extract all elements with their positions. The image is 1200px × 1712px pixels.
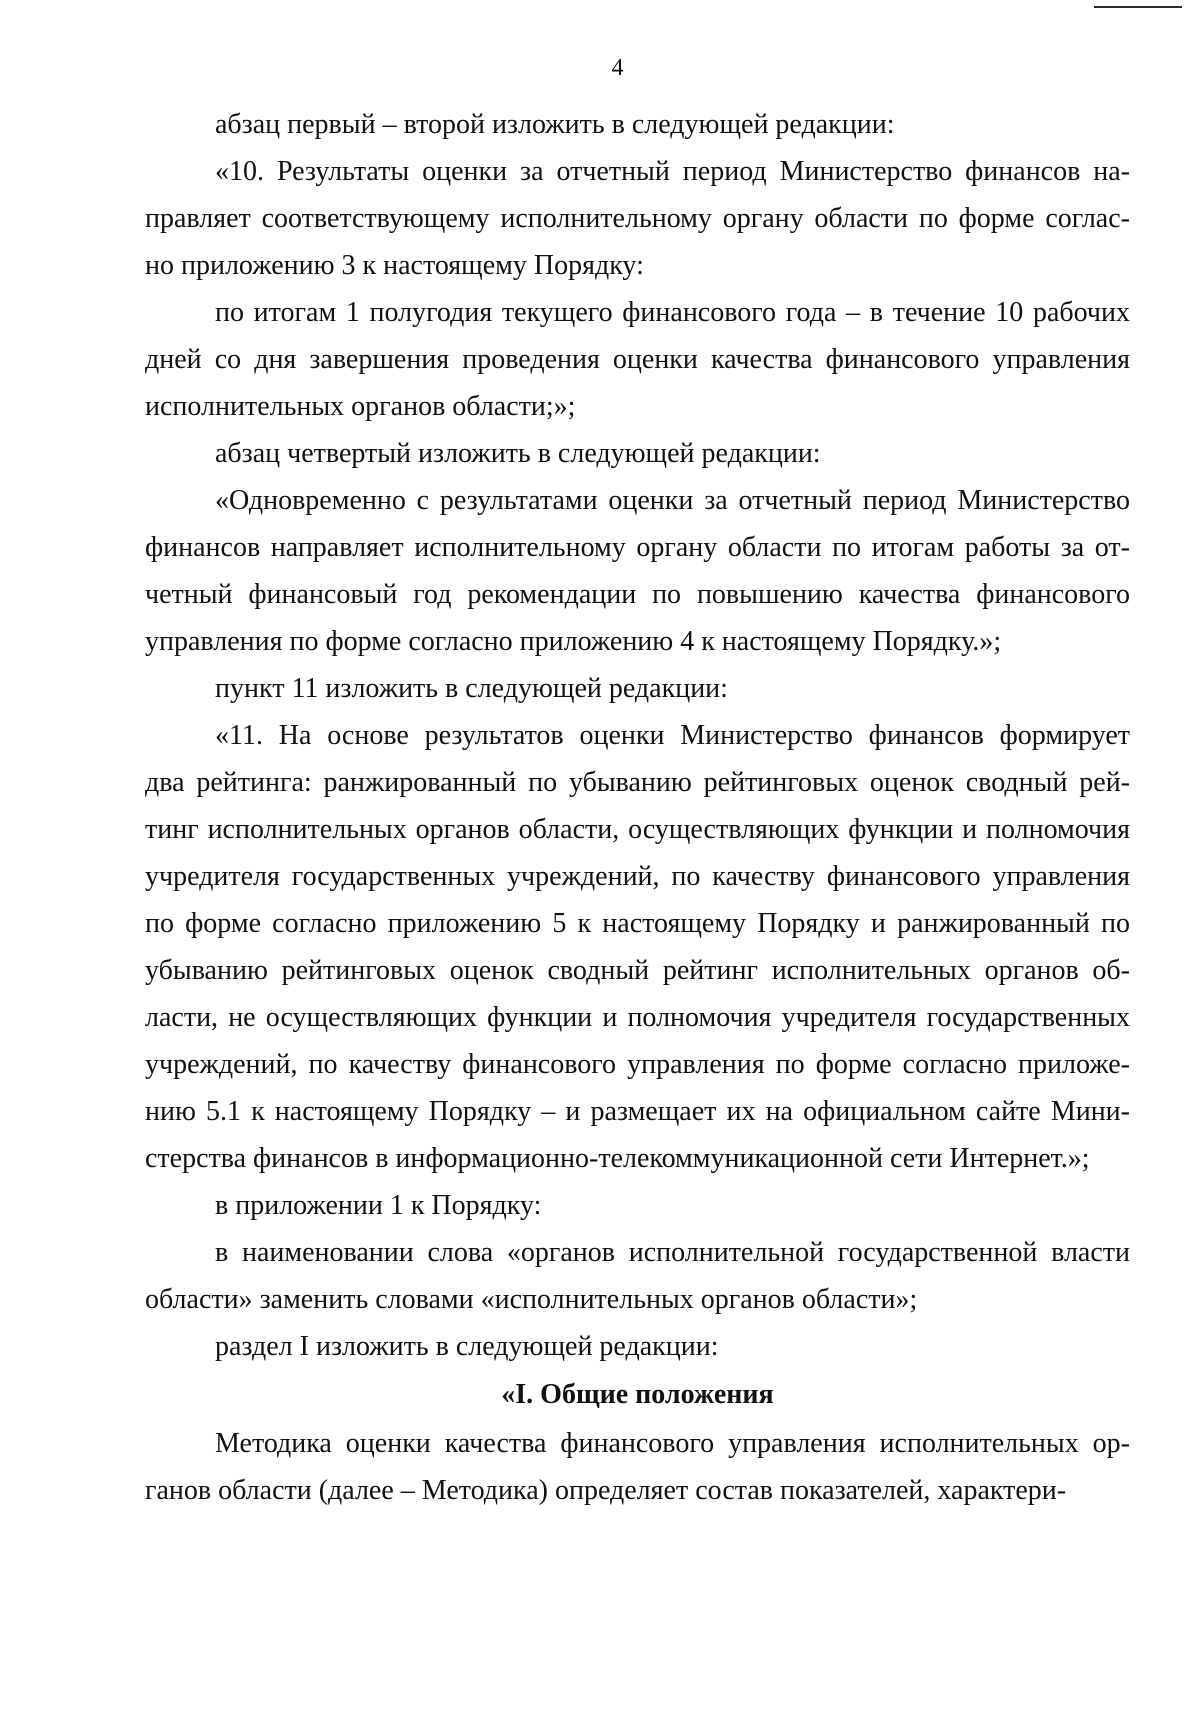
page-number: 4 (611, 55, 624, 81)
text-line: тинг исполнительных органов области, осуществляющих функции и полномочия (145, 814, 1130, 845)
document-page (145, 48, 1130, 1514)
text-line: в наименовании слова «органов исполнительной государственной власти (215, 1237, 1130, 1268)
text-line: стерства финансов в информационно-телекоммуникационной сети Интернет.»; (145, 1143, 1090, 1174)
text-line: исполнительных органов области;»; (145, 391, 576, 422)
text-line: ганов области (далее – Методика) определяет состав показателей, характери- (145, 1475, 1067, 1506)
text-line: «10. Результаты оценки за отчетный период Министерство финансов на- (215, 156, 1130, 187)
paragraph (145, 1229, 1130, 1323)
paragraph (145, 430, 1130, 477)
paragraph (145, 477, 1130, 665)
paragraph (145, 101, 1130, 148)
text-line: в приложении 1 к Порядку: (215, 1190, 542, 1221)
text-line: абзац первый – второй изложить в следующей редакции: (215, 109, 895, 140)
text-line: учредителя государственных учреждений, по качеству финансового управления (145, 861, 1130, 892)
text-line: но приложению 3 к настоящему Порядку: (145, 250, 644, 281)
paragraph (145, 1182, 1130, 1229)
paragraph (145, 1323, 1130, 1370)
closing-paragraph (145, 1420, 1130, 1514)
text-line: Методика оценки качества финансового управления исполнительных ор- (215, 1428, 1130, 1459)
document-body (145, 101, 1130, 1370)
text-line: области» заменить словами «исполнительных органов области»; (145, 1284, 918, 1315)
text-line: финансов направляет исполнительному органу области по итогам работы за от- (145, 532, 1130, 563)
text-line: нию 5.1 к настоящему Порядку – и размещает их на официальном сайте Мини- (145, 1096, 1130, 1127)
paragraph (145, 712, 1130, 1182)
scan-edge-mark (1094, 6, 1182, 8)
text-line: «11. На основе результатов оценки Министерство финансов формирует (215, 720, 1130, 751)
text-line: ласти, не осуществляющих функции и полномочия учредителя государственных (145, 1002, 1130, 1033)
paragraph (145, 289, 1130, 430)
text-line: «Одновременно с результатами оценки за отчетный период Министерство (215, 485, 1130, 516)
text-line: дней со дня завершения проведения оценки качества финансового управления (145, 344, 1130, 375)
paragraph (145, 665, 1130, 712)
paragraph (145, 148, 1130, 289)
text-line: учреждений, по качеству финансового управления по форме согласно приложе- (145, 1049, 1130, 1080)
text-line: по итогам 1 полугодия текущего финансового года – в течение 10 рабочих (215, 297, 1130, 328)
text-line: абзац четвертый изложить в следующей редакции: (215, 438, 821, 469)
text-line: правляет соответствующему исполнительному органу области по форме соглас- (145, 203, 1130, 234)
text-line: четный финансовый год рекомендации по повышению качества финансового (145, 579, 1130, 610)
text-line: убыванию рейтинговых оценок сводный рейтинг исполнительных органов об- (145, 955, 1130, 986)
text-line: по форме согласно приложению 5 к настоящему Порядку и ранжированный по (145, 908, 1130, 939)
text-line: два рейтинга: ранжированный по убыванию рейтинговых оценок сводный рей- (145, 767, 1130, 798)
text-line: пункт 11 изложить в следующей редакции: (215, 673, 728, 704)
text-line: раздел I изложить в следующей редакции: (215, 1331, 719, 1362)
text-line: управления по форме согласно приложению 4 к настоящему Порядку.»; (145, 626, 1002, 657)
paragraph (145, 1420, 1130, 1514)
section-heading: «I. Общие положения (501, 1379, 774, 1410)
